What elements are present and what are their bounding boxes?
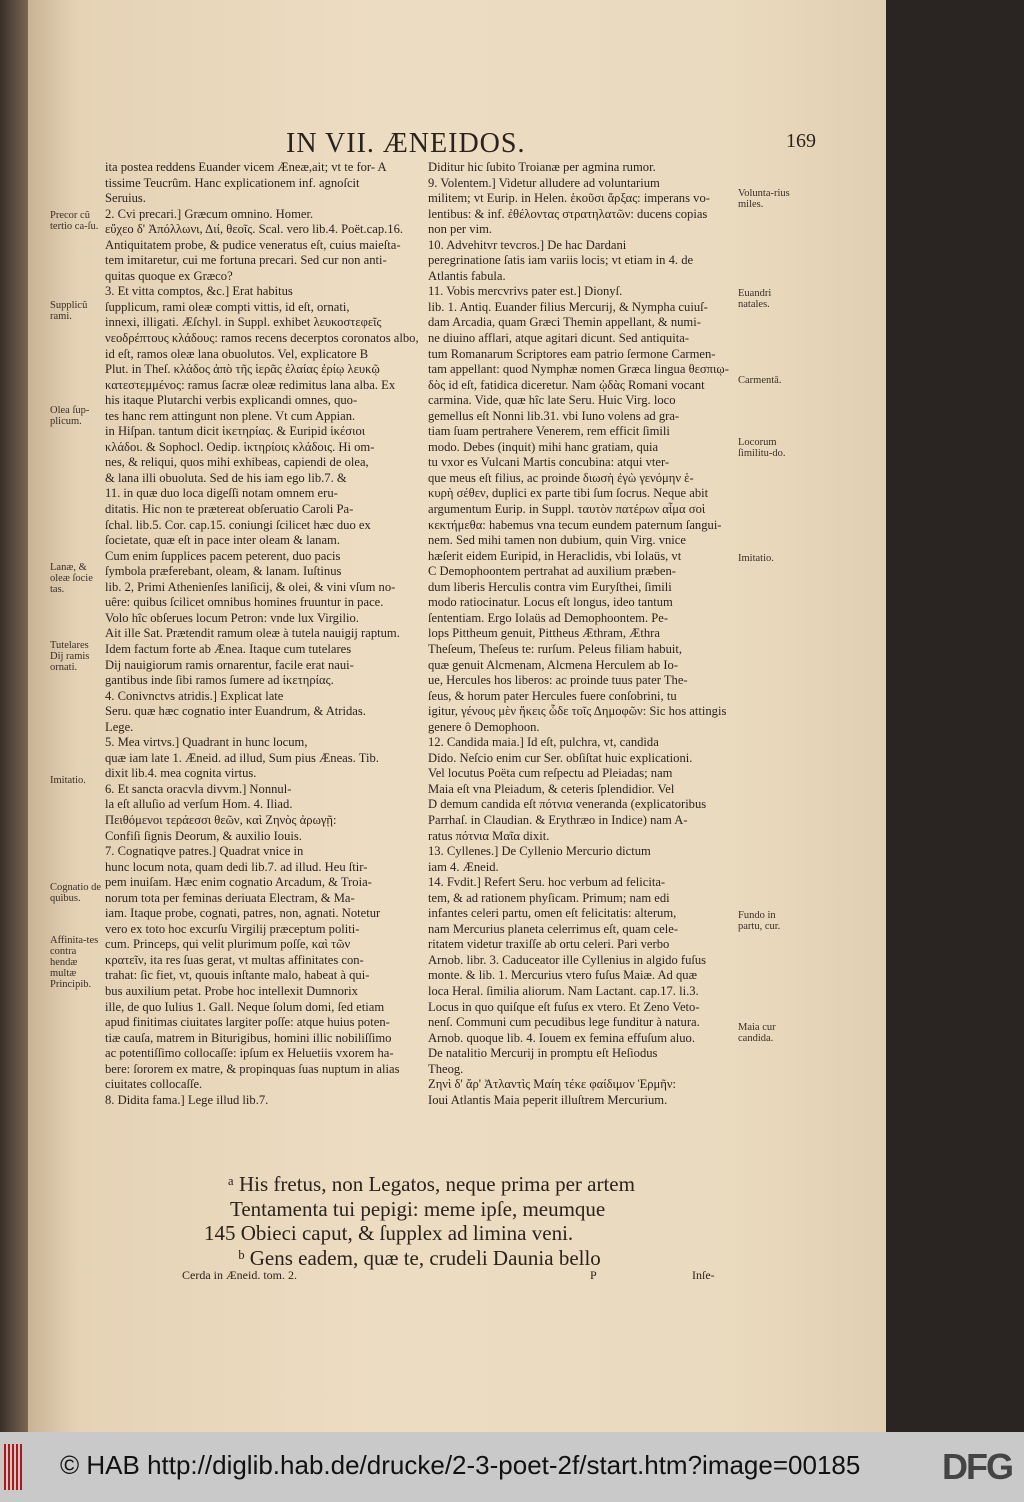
text-line: Ioui Atlantis Maia peperit illuſtrem Mercurium. [428,1092,668,1107]
text-line: Antiquitatem probe, & pudice veneratus eſt, cuius maieſta- [105,237,401,252]
text-line: uêre: quibus ſcilicet omnibus homines fruuntur in pace. [105,595,384,610]
text-line: κλάδοι. & Sophocl. Oedip. ἱκτηρίοις κλάδοις. Hi om- [105,439,375,454]
text-line: monte. & lib. 1. Mercurius vtero fuſus Maiæ. Ad quæ [428,968,697,983]
margin-note: Affinita-tes contra hendæ multæ Principib. [50,935,99,990]
text-line: hunc locum nota, quam dedi lib.7. ad illud. Heu ſtir- [105,859,368,874]
text-line: Plut. in Theſ. κλάδος ἀπὸ τῆς ἱερᾶς ἐλαίας ἐρίῳ λευκῷ [105,362,380,377]
text-line: gantibus inde ſibi ramos ſumere ad ἱκετηρίας. [105,673,334,688]
text-line: 11. Vobis mercvrivs pater est.] Dionyſ. [428,284,623,299]
text-line: carmina. Vide, quæ hîc late Seru. Huic Virg. loco [428,393,676,408]
text-line: Atlantis fabula. [428,268,506,283]
text-line: bere: ſororem ex matre, & propinquas ſuas nuptum in alias [105,1061,400,1076]
text-line: iam. Itaque probe, cognati, patres, non, agnati. Notetur [105,906,381,921]
text-line: quæ iam late 1. Æneid. ad illud, Sum pius Æneas. Tib. [105,750,379,765]
text-line: 11. in quæ duo loca digeſſi notam omnem eru- [105,486,338,501]
text-line: bus auxilium petat. Probe hoc intellexit Dumnorix [105,983,358,998]
text-line: ue, Hercules hos liberos: ac proinde tuus pater The- [428,673,688,688]
text-line: argumentum Eurip. in Suppl. ταυτὸν πατέρων αἷμα σοὶ [428,502,706,517]
text-line: 10. Advehitvr tevcros.] De hac Dardani [428,237,627,252]
hab-logo-icon [4,1444,24,1490]
text-line: ſocietate, quæ eſt in pace inter oleam & lanam. [105,533,340,548]
text-line: lentibus: & inf. ἐθέλοντας στρατηλατῶν: ducens copias [428,206,708,221]
text-line: 3. Et vitta comptos, &c.] Erat habitus [105,284,293,299]
text-line: trahat: ſic fiet, vt, quouis inſtante malo, habeat à qui- [105,968,370,983]
text-line: igitur, γένους μὲν ἥκεις ὧδε τοῖς Δημοφῶν: Sic hos attingis [428,704,727,719]
text-line: hæſerit eidem Euripid, in Heraclidis, vbi Iolaüs, vt [428,548,682,563]
margin-note: Tutelares Dij ramis ornati. [50,640,90,673]
margin-note: Euandri natales. [738,288,772,310]
text-line: ſymbola præferebant, oleam, & lanam. Iuſtinus [105,564,342,579]
text-line: Maia eſt vna Pleiadum, & ceteris ſplendidior. Vel [428,781,675,796]
text-line: εὔχεο δ' Ἀπόλλωνι, Διί, θεοῖς. Scal. vero lib.4. Poët.cap.16. [105,222,404,237]
margin-note: Fundo in partu, cur. [738,910,781,932]
text-line: tem, & ad rationem phyſicam. Primum; nam edi [428,890,670,905]
text-line: κυρὴ σέθεν, duplici ex parte tibi ſum ſocrus. Neque abit [428,486,709,501]
dfg-logo: DFG [942,1446,1012,1487]
verse-line: ᵇ Gens eadem, quæ te, crudeli Daunia bello [238,1245,601,1270]
text-line: Locus in quo quiſque eſt fuſus ex vtero. Et Zeno Veto- [428,999,700,1014]
text-line: ciuitates collocaſſe. [105,1077,203,1092]
text-line: Ζηνὶ δ' ἄρ' Ἀτλαντὶς Μαίη τέκε φαίδιμον Ἑρμῆν: [428,1077,677,1092]
page-number: 169 [786,130,816,152]
text-line: Ait ille Sat. Prætendit ramum oleæ à tutela nauigij raptum. [105,626,400,641]
margin-note: Volunta-rius miles. [738,188,790,210]
text-line: κατεστεμμένος: ramus ſacræ oleæ redimitus lana alba. Ex [105,377,396,392]
text-line: tissime Teucrûm. Hanc explicationem inf. agnoſcit [105,175,360,190]
text-line: D demum candida eſt πότνια veneranda (explicatoribus [428,797,707,812]
text-line: 12. Candida maia.] Id eſt, pulchra, vt, candida [428,735,659,750]
text-line: ſententiam. Ergo Iolaüs ad Demophoontem. Pe- [428,610,669,625]
text-line: κρατεῖν, ita res ſuas gerat, vt multas affinitates con- [105,952,364,967]
margin-note: Imitatio. [738,553,774,564]
text-line: lops Pittheum genuit, Pittheus Æthram, Æthra [428,626,660,641]
catchword: Inſe- [692,1268,715,1282]
signature-title: Cerda in Æneid. tom. 2. [182,1268,297,1282]
text-line: lib. 2, Primi Athenienſes laniſicij, & olei, & vini vſum no- [105,579,396,594]
text-line: id eſt, ramos oleæ lana obuolutos. Vel, explicatore B [105,346,369,361]
text-line: C Demophoontem pertrahat ad auxilium præben- [428,564,676,579]
text-line: dum liberis Herculis contra vim Euryſthei, ſimili [428,579,672,594]
text-line: vero ex toto hoc excurſu Virgilij præceptum politi- [105,921,360,936]
text-line: dixit lib.4. mea cognita virtus. [105,766,257,781]
text-line: iam 4. Æneid. [428,859,499,874]
verse-line: Tentamenta tui pepigi: meme ipſe, meumque [230,1196,606,1221]
text-line: lib. 1. Antiq. Euander filius Mercurij, & Nympha cuiuſ- [428,299,708,314]
text-line: Arnob. quoque lib. 4. Iouem ex femina effuſum aluo. [428,1030,695,1045]
text-line: peregrinatione ſatis iam variis locis; vt etiam in 4. de [428,253,694,268]
text-line: nenſ. Communi cum pecudibus lege funditur à natura. [428,1015,700,1030]
text-line: ille, de quo Iulius 1. Gall. Neque ſolum domi, ſed etiam [105,999,385,1014]
text-line: Arnob. libr. 3. Caduceator ille Cyllenius in algido fuſus [428,952,707,967]
text-line: innexi, illigati. Æſchyl. in Suppl. exhibet λευκοστεφεῖς [105,315,382,330]
text-line: ratus πότνια Μαῖα dixit. [428,828,550,843]
text-line: quitas quoque ex Græco? [105,268,233,283]
text-line: in Hiſpan. tantum dicit ἱκετηρίας. & Euripid ἱκέσιοι [105,424,366,439]
text-line: Idem factum forte ab Ænea. Itaque cum tutelares [105,641,352,656]
text-line: 5. Mea virtvs.] Quadrant in hunc locum, [105,735,308,750]
margin-note: Carmentā. [738,375,782,386]
book-spine [0,0,28,1432]
verse-line: 145 Obieci caput, & ſupplex ad limina veni. [204,1221,574,1245]
text-line: 13. Cyllenes.] De Cyllenio Mercurio dictum [428,844,651,859]
text-line: & lana illi obuoluta. Sed de his iam ego lib.7. & [105,470,347,485]
text-line: 2. Cvi precari.] Græcum omnino. Homer. [105,206,314,221]
text-line: Dij nauigiorum ramis ornarentur, facile erat naui- [105,657,354,672]
margin-note: Lanæ, & oleæ ſocie tas. [50,562,93,595]
margin-note: Cognatio de quibus. [50,882,102,904]
text-line: gemellus eſt Nonni lib.31. vbi Iuno volens ad gra- [428,408,680,423]
text-line: ſupplicum, rami oleæ compti vittis, id eſt, ornati, [105,299,350,314]
text-line: Parrhaſ. in Claudian. & Erythræo in Indice) nam A- [428,812,688,827]
text-line: modo ratiocinatur. Locus eſt longus, ideo tantum [428,595,673,610]
text-line: que meus eſt filius, ac proinde διωσὴ ἐγὼ γενόμην ἑ- [428,470,694,485]
margin-note: Imitatio. [50,775,86,786]
text-line: la eſt alluſio ad verſum Hom. 4. Iliad. [105,797,293,812]
copyright-link[interactable]: © HAB http://diglib.hab.de/drucke/2-3-poet-2f/start.htm?image=00185 [60,1450,861,1480]
text-line: tam appellant: quod Nymphæ nomen Græca lingua θεσπιῳ- [428,362,729,377]
text-line: 7. Cognatiqve patres.] Quadrat vnice in [105,844,304,859]
text-line: loca Heral. ſimilia aliorum. Nam Lactant. cap.17. li.3. [428,983,699,998]
text-line: tiam ſuam pertrahere Venerem, rem efficit ſimili [428,424,670,439]
text-line: ſeus, & horum pater Hercules fuere conſobrini, tu [428,688,677,703]
text-line: ac potentiſſimo collocaſſe: ipſum ex Heluetiis vxorem ha- [105,1046,394,1061]
text-line: Πειθόμενοι τεράεσσι θεῶν, καὶ Ζηνὸς ἀρωγῇ: [105,812,337,827]
text-line: Cum enim ſupplices pacem peterent, duo pacis [105,548,341,563]
right-column [428,160,738,1108]
text-line: tem imitaretur, cui me fortuna precari. Sed cur non anti- [105,253,387,268]
text-line: Confiſi ſignis Deorum, & auxilio Iouis. [105,828,302,843]
text-line: 4. Conivnctvs atridis.] Explicat late [105,688,284,703]
text-line: nam Mercurius planeta celerrimus eſt, quam cele- [428,921,679,936]
text-line: pem inuiſam. Hæc enim cognatio Arcadum, & Troia- [105,875,372,890]
text-line: Diditur hic ſubito Troianæ per agmina rumor. [428,160,656,174]
text-line: ita postea reddens Euander vicem Æneæ,ait; vt te for- A [105,160,387,174]
text-line: genere ô Demophoon. [428,719,540,734]
text-line: his itaque Plutarchi verbis explicandi omnes, quo- [105,393,358,408]
text-line: ritatem videtur traxiſſe ab ortu celeri. Pari verbo [428,937,670,952]
margin-note: Supplicũ rami. [50,300,88,322]
text-line: infantes celeri partu, omen eſt felicitatis: alterum, [428,906,677,921]
text-line: modo. Debes (inquit) mihi hanc gratiam, quia [428,439,659,454]
verse-line: ᵃ His fretus, non Legatos, neque prima per artem [228,1172,635,1196]
verse-block [204,1172,635,1270]
text-line: quæ genuit Alcmenam, Alcmena Herculem ab Io- [428,657,679,672]
text-line: νεοδρέπτους κλάδους: ramos recens decerptos coronatos albo, [105,331,419,346]
text-line: ſchal. lib.5. Cor. cap.15. coniungi ſcilicet hæc duo ex [105,517,371,532]
text-line: Theog. [428,1061,464,1076]
text-line: Theſeum, Theſeus te: rurſum. Peleus filiam habuit, [428,641,683,656]
footer-bar [0,1432,1024,1502]
text-line: Vel locutus Poëta cum reſpectu ad Pleiadas; nam [428,766,673,781]
text-line: 9. Volentem.] Videtur alludere ad voluntarium [428,175,660,190]
margin-note: Precor cũ tertio ca-ſu. [50,210,99,232]
text-line: tum Romanarum Scriptores eam patrio ſermone Carmen- [428,346,716,361]
text-line: 14. Fvdit.] Refert Seru. hoc verbum ad felicita- [428,875,666,890]
text-line: 6. Et sancta oracvla divvm.] Nonnul- [105,781,292,796]
text-line: dam Arcadia, quam Græci Themin appellant, & numi- [428,315,701,330]
signature-mark: P [590,1268,597,1282]
text-line: non per vim. [428,222,493,237]
text-line: apud finitimas ciuitates largiter poſſe: atque huius poten- [105,1015,390,1030]
text-line: ne diuino afflari, atque agitari dicunt. Sed antiquita- [428,331,690,346]
text-line: Lege. [105,719,134,734]
text-line: tiæ cauſa, matrem in Biturigibus, homini illic nobiliſſimo [105,1030,392,1045]
text-line: nes, & reliqui, quos mihi exhibeas, capiendi de olea, [105,455,369,470]
text-line: κεκτήμεθα: habemus vna tecum eundem paternum ſangui- [428,517,722,532]
text-line: nem. Sed mihi tamen non dubium, quin Virg. vnice [428,533,686,548]
margin-note: Olea ſup-plicum. [50,405,90,427]
text-line: Seruius. [105,191,146,206]
text-line: Volo hîc obſerues locum Petron: vnde lux Virgilio. [105,610,359,625]
text-line: tes hanc rem attingunt non plene. Vt cum Appian. [105,408,356,423]
text-line: norum tota per feminas deriuata Electram, & Ma- [105,890,355,905]
margin-note: Locorum ſimilitu-do. [738,437,786,459]
running-head: IN VII. ÆNEIDOS. [286,128,526,159]
text-line: tu vxor es Vulcani Martis concubina: atqui vter- [428,455,670,470]
text-line: cum. Princeps, qui velit plurimum poſſe, καὶ τῶν [105,937,351,952]
text-line: 8. Didita fama.] Lege illud lib.7. [105,1092,269,1107]
left-column [105,160,420,1108]
text-line: militem; vt Eurip. in Helen. ἑκοῦσι ἄρξας: imperans vo- [428,191,710,206]
text-line: De natalitio Mercurij in promptu eſt Heſiodus [428,1046,658,1061]
text-line: ditatis. Hic non te prætereat obſeruatio Caroli Pa- [105,502,354,517]
text-line: Dido. Neſcio enim cur Ser. obſiſtat huic explicationi. [428,750,693,765]
text-line: Seru. quæ hæc cognatio inter Euandrum, & Atridas. [105,704,366,719]
margin-note: Maia cur candida. [738,1022,776,1044]
text-line: δὸς id eſt, fatidica diceretur. Nam ᾠδὰς Romani vocant [428,377,705,392]
